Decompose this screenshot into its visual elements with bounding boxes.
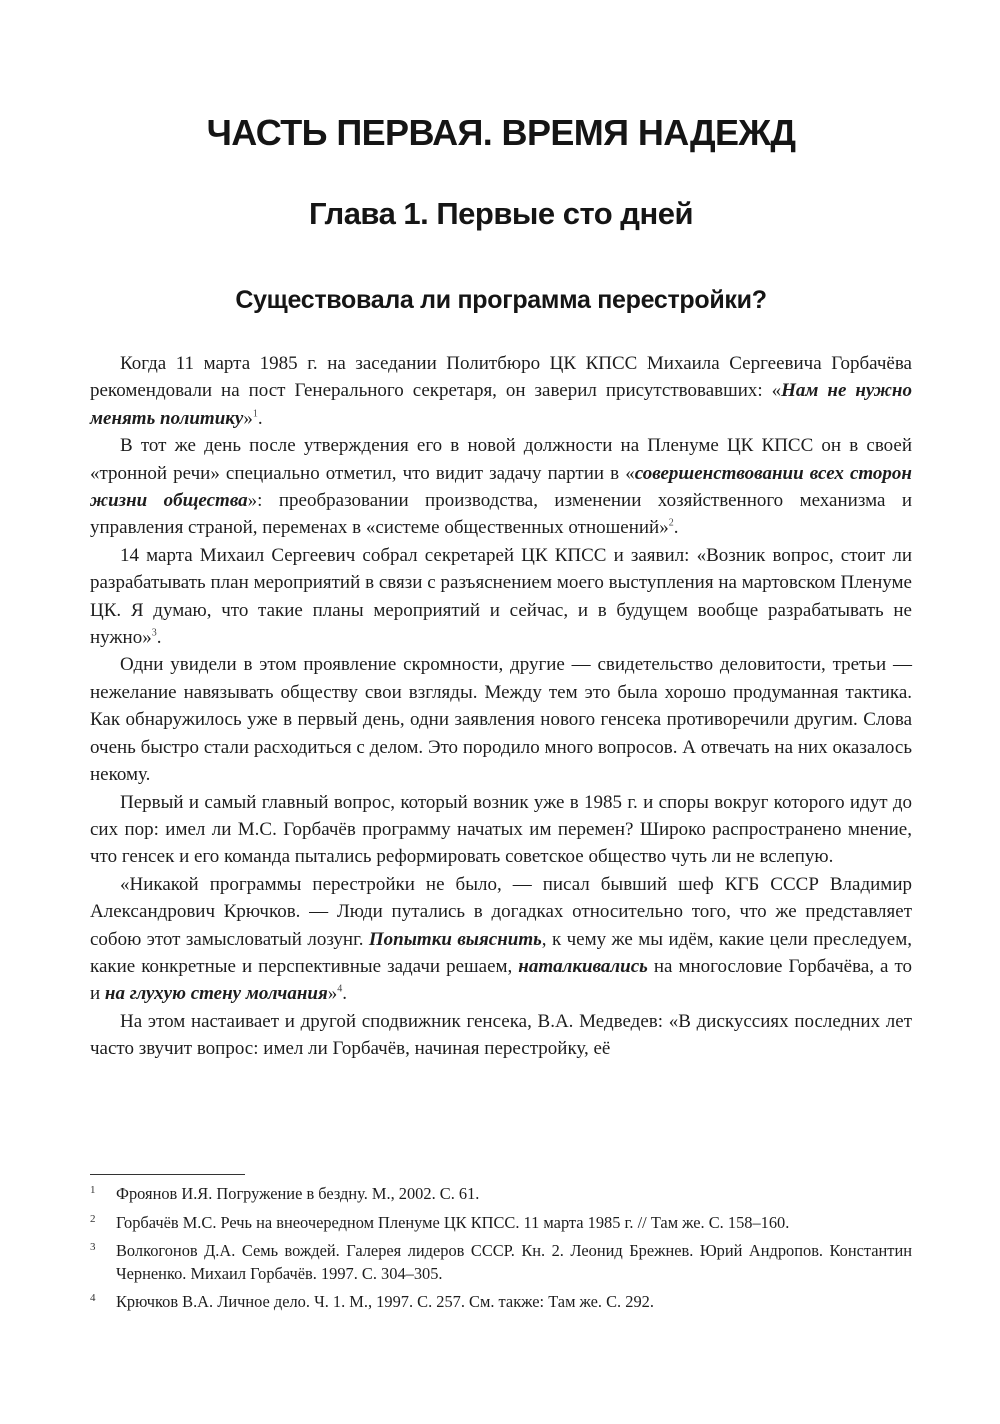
paragraph-7: На этом настаивает и другой сподвижник генсека, В.А. Медведев: «В дискуссиях последних лет часто звучит вопрос: имел ли Горбачёв, начиная перестройку, её xyxy=(90,1010,912,1060)
footnote-ref: 1 xyxy=(252,408,258,420)
paragraph-5: Первый и самый главный вопрос, который возник уже в 1985 г. и споры вокруг которого идут до сих пор: имел ли М.С. Горбачёв программу начатых им перемен? Широко распространено мнение, что генсек и его команда пытались реформировать советское общество чуть ли не вслепую. xyxy=(90,791,912,868)
section-title: Существовала ли программа перестройки? xyxy=(235,286,767,314)
body-text xyxy=(90,350,912,1063)
footnote-3 xyxy=(90,1240,912,1285)
book-page xyxy=(90,0,912,1424)
footnote-number: 4 xyxy=(90,1292,96,1305)
paragraph-2: В тот же день после утверждения его в новой должности на Пленуме ЦК КПСС он в своей «тронной речи» специально отметил, что видит задачу партии в «совершенствовании всех сторон жизни общества»: преобразовании производства, изменении хозяйственного механизма и управления страной, переменах в «системе общественных отношений»$^2$. xyxy=(90,435,912,539)
footnote-1 xyxy=(90,1183,912,1206)
paragraph-4: Одни увидели в этом проявление скромности, другие — свидетельство деловитости, третьи — нежелание навязывать обществу свои взгляды. Между тем это была хорошо продуманная тактика. Как обнаружилось уже в первый день, одни заявления нового генсека противоречили другим. Слова очень быстро стали расходиться с делом. Это породило много вопросов. А отвечать на них оказалось некому. xyxy=(90,654,912,786)
footnote-ref: 3 xyxy=(151,627,157,639)
paragraph-3: 14 марта Михаил Сергеевич собрал секретарей ЦК КПСС и заявил: «Возник вопрос, стоит ли разрабатывать план мероприятий в связи с разъяснением моего выступления на мартовском Пленуме ЦК. Я думаю, что такие планы мероприятий и сейчас, и в будущем вообще разрабатывать не нужно»$^3$. xyxy=(90,544,912,649)
emphasis: на глухую стену молчания xyxy=(104,983,328,1005)
footnote-divider xyxy=(90,1174,245,1175)
footnote-ref: 4 xyxy=(337,984,343,996)
footnote-text: Фроянов И.Я. Погружение в бездну. М., 2002. С. 61. xyxy=(116,1184,480,1203)
footnote-2 xyxy=(90,1212,912,1235)
emphasis: наталкивались xyxy=(518,955,648,977)
emphasis: Попытки выяснить xyxy=(368,928,542,950)
footnote-text: Волкогонов Д.А. Семь вождей. Галерея лидеров СССР. Кн. 2. Леонид Брежнев. Юрий Андропов. Константин Черненко. Михаил Горбачёв. 1997. С. 304–305. xyxy=(116,1241,912,1283)
chapter-title: Глава 1. Первые сто дней xyxy=(308,196,694,231)
footnote-number: 3 xyxy=(90,1241,96,1254)
footnote-number: 1 xyxy=(90,1184,96,1196)
footnotes xyxy=(90,1183,912,1320)
paragraph-6: «Никакой программы перестройки не было, — писал бывший шеф КГБ СССР Владимир Александрович Крючков. — Люди путались в догадках относительно того, что же представляет собою этот замысловатый лозунг. Попытки выяснить, к чему же мы идём, какие цели преследуем, какие конкретные и перспективные задачи решаем, наталкивались на многословие Горбачёва, а то и на глухую стену молчания»$^4$. xyxy=(90,873,912,1005)
footnote-text: Крючков В.А. Личное дело. Ч. 1. М., 1997. С. 257. См. также: Там же. С. 292. xyxy=(116,1292,654,1312)
footnote-4 xyxy=(90,1291,912,1314)
paragraph-1: Когда 11 марта 1985 г. на заседании Политбюро ЦК КПСС Михаила Сергеевича Горбачёва рекомендовали на пост Генерального секретаря, он заверил присутствовавших: «Нам не нужно менять политику»$^1$. xyxy=(90,353,912,429)
emphasis: Нам не нужно менять политику xyxy=(90,380,912,429)
footnote-text: Горбачёв М.С. Речь на внеочередном Пленуме ЦК КПСС. 11 марта 1985 г. // Там же. С. 158–160. xyxy=(116,1212,790,1232)
emphasis: совершенствовании всех сторон жизни общества xyxy=(90,462,912,512)
footnote-ref: 2 xyxy=(668,518,674,530)
footnote-number: 2 xyxy=(90,1212,96,1225)
part-title: ЧАСТЬ ПЕРВАЯ. ВРЕМЯ НАДЕЖД xyxy=(206,112,796,153)
